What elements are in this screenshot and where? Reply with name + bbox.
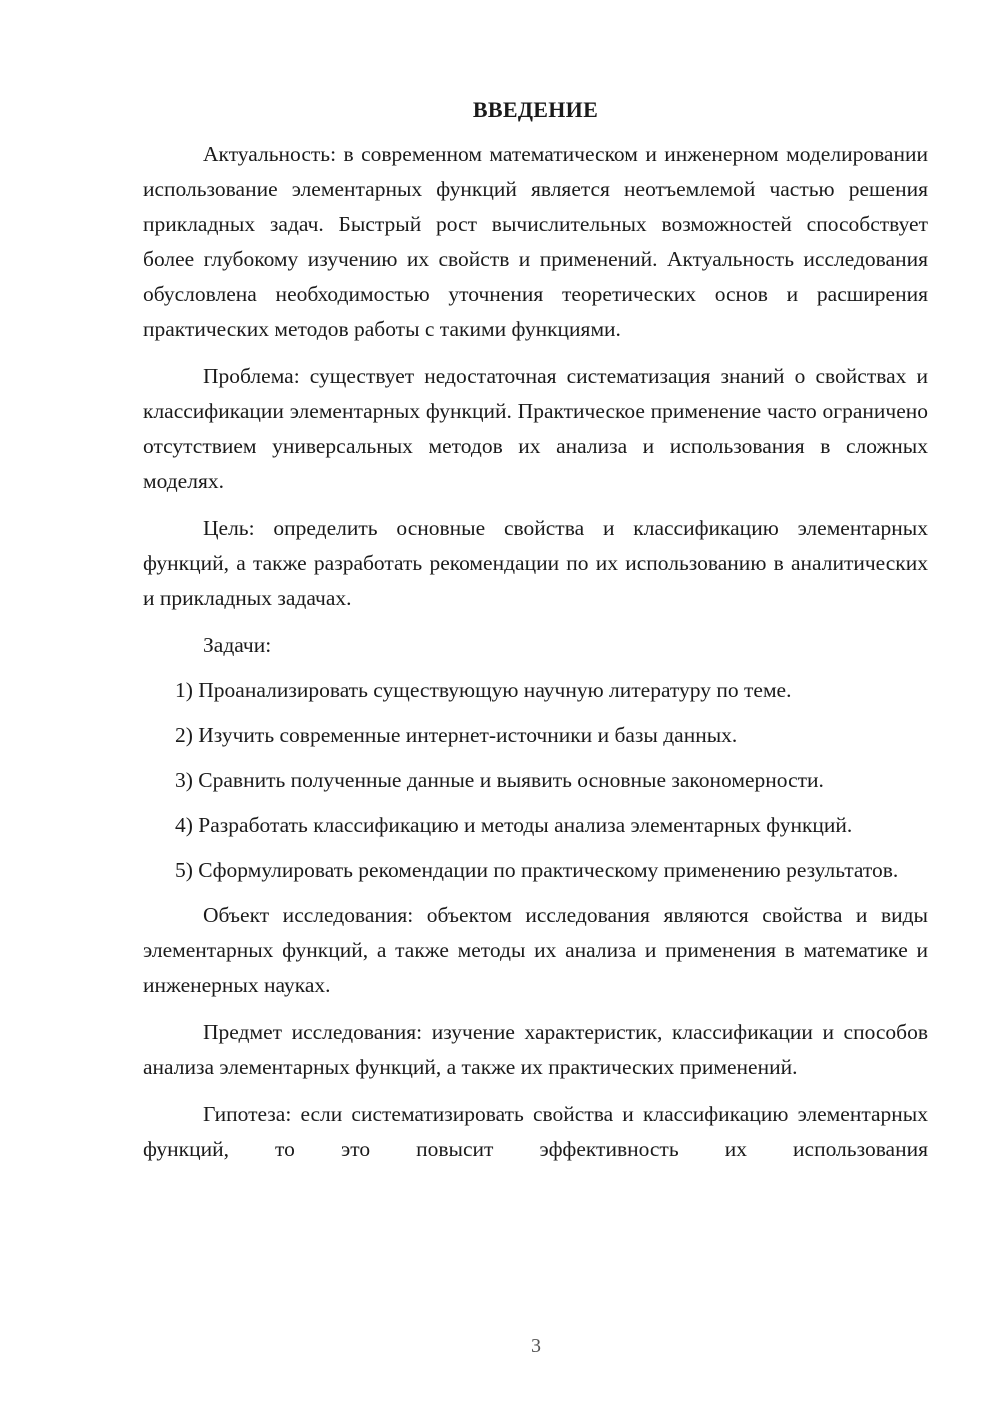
tasks-label: Задачи: [203, 633, 272, 657]
task-item: 5) Сформулировать рекомендации по практическому применению результатов. [175, 858, 899, 882]
problem-paragraph: Проблема: существует недостаточная систематизация знаний о свойствах и классификации элементарных функций. Практическое применение часто ограничено отсутствием универсальных методов их анализа и использования в сложных моделях. [143, 364, 928, 493]
task-item: 2) Изучить современные интернет-источники и базы данных. [175, 723, 738, 747]
relevance-paragraph: Актуальность: в современном математическом и инженерном моделировании использование элементарных функций является неотъемлемой частью решения прикладных задач. Быстрый рост вычислительных возможностей способствует более глубокому изучению их свойств и применений. Актуальность исследования обусловлена необходимостью уточнения теоретических основ и расширения практических методов работы с такими функциями. [143, 142, 928, 341]
subject-paragraph: Предмет исследования: изучение характеристик, классификации и способов анализа элементарных функций, а также их практических применений. [143, 1020, 928, 1079]
document-page [143, 95, 928, 1167]
task-item: 4) Разработать классификацию и методы анализа элементарных функций. [175, 813, 853, 837]
hypothesis-paragraph: Гипотеза: если систематизировать свойства и классификацию элементарных функций, то это повысит эффективность их использования [143, 1102, 928, 1161]
page-number: 3 [531, 1335, 541, 1357]
task-list [143, 673, 928, 888]
page-title: ВВЕДЕНИЕ [472, 97, 599, 122]
goal-paragraph: Цель: определить основные свойства и классификацию элементарных функций, а также разработать рекомендации по их использованию в аналитических и прикладных задачах. [143, 516, 928, 610]
task-item: 3) Сравнить полученные данные и выявить основные закономерности. [175, 768, 824, 792]
task-item: 1) Проанализировать существующую научную литературу по теме. [175, 678, 792, 702]
object-paragraph: Объект исследования: объектом исследования являются свойства и виды элементарных функций, а также методы их анализа и применения в математике и инженерных науках. [143, 903, 928, 997]
